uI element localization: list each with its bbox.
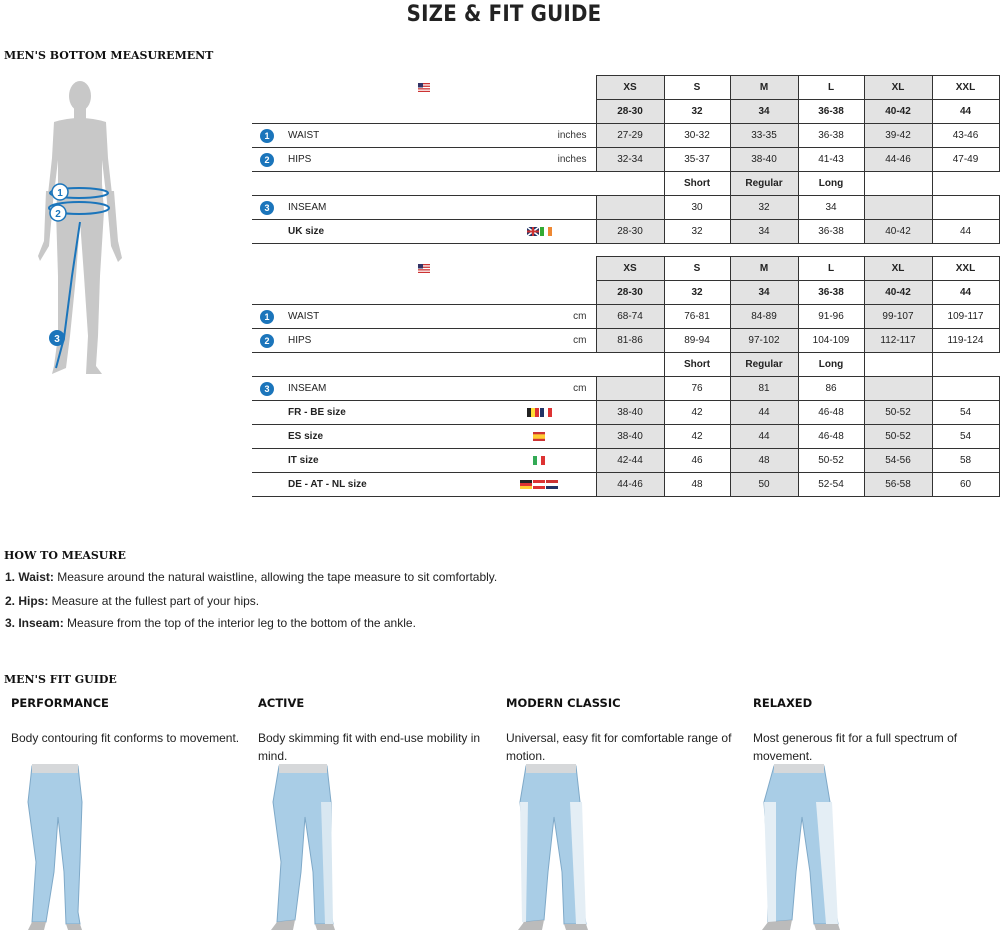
belgium-flag-icon <box>527 408 539 417</box>
measure-text: Measure at the fullest part of your hips. <box>48 594 260 608</box>
value-cell: 36-38 <box>798 124 864 148</box>
value-cell: 38-40 <box>730 148 798 172</box>
us-size-cell: 36-38 <box>798 100 864 124</box>
unit-label: cm <box>482 377 596 401</box>
es-row <box>252 425 999 449</box>
value-cell: 44-46 <box>864 148 932 172</box>
length-label: Long <box>798 353 864 377</box>
size-table-inches <box>252 75 1000 244</box>
ireland-flag-icon <box>540 227 552 236</box>
size-header: S <box>664 76 730 100</box>
value-cell: 46-48 <box>798 425 864 449</box>
fit-name: PERFORMANCE <box>11 696 109 710</box>
fit-active <box>258 696 498 765</box>
value-cell: 33-35 <box>730 124 798 148</box>
measure-text: Measure around the natural waistline, allowing the tape measure to sit comfortably. <box>53 570 498 584</box>
it-row <box>252 449 999 473</box>
value-cell: 56-58 <box>864 473 932 497</box>
measure-item <box>5 616 416 630</box>
value-cell: 30-32 <box>664 124 730 148</box>
value-cell: 34 <box>798 196 864 220</box>
us-size-cell: 34 <box>730 100 798 124</box>
row-label: WAIST <box>282 124 482 148</box>
inseam-row <box>252 196 999 220</box>
value-cell: 32 <box>664 220 730 244</box>
value-cell: 104-109 <box>798 329 864 353</box>
value-cell: 99-107 <box>864 305 932 329</box>
us-flag-icon <box>418 83 430 92</box>
size-header: XXL <box>932 257 999 281</box>
us-size-cell: 40-42 <box>864 281 932 305</box>
row-label: INSEAM <box>282 377 482 401</box>
row-label: DE - AT - NL size <box>282 473 482 497</box>
size-header: L <box>798 257 864 281</box>
unit-label: cm <box>482 329 596 353</box>
value-cell: 30 <box>664 196 730 220</box>
length-label: Short <box>664 353 730 377</box>
svg-text:2: 2 <box>55 209 61 220</box>
value-cell: 89-94 <box>664 329 730 353</box>
measure-term: 3. Inseam: <box>5 616 64 630</box>
value-cell: 68-74 <box>596 305 664 329</box>
uk-row <box>252 220 999 244</box>
spain-flag-icon <box>533 432 545 441</box>
value-cell: 46-48 <box>798 401 864 425</box>
how-to-measure-heading: HOW TO MEASURE <box>4 549 126 562</box>
fit-name: RELAXED <box>753 696 813 710</box>
value-cell: 97-102 <box>730 329 798 353</box>
value-cell: 43-46 <box>932 124 999 148</box>
value-cell: 32-34 <box>596 148 664 172</box>
measure-item <box>5 594 259 608</box>
number-badge: 1 <box>260 310 274 324</box>
number-badge: 3 <box>260 201 274 215</box>
value-cell: 44 <box>730 425 798 449</box>
austria-flag-icon <box>533 480 545 489</box>
fit-description: Body contouring fit conforms to movement. <box>11 731 240 745</box>
value-cell: 47-49 <box>932 148 999 172</box>
size-header: XS <box>596 257 664 281</box>
value-cell: 44 <box>932 220 999 244</box>
row-label: ES size <box>282 425 482 449</box>
fit-description: Most generous fit for a full spectrum of movement. <box>753 731 958 763</box>
row-label: FR - BE size <box>282 401 482 425</box>
row-label: UK size <box>282 220 482 244</box>
number-badge: 2 <box>260 334 274 348</box>
us-flag-icon <box>418 264 430 273</box>
fit-description: Universal, easy fit for comfortable range of motion. <box>506 731 732 763</box>
value-cell: 119-124 <box>932 329 999 353</box>
row-label: HIPS <box>282 329 482 353</box>
unit-label: inches <box>482 124 596 148</box>
value-cell: 44-46 <box>596 473 664 497</box>
us-size-cell: 32 <box>664 281 730 305</box>
value-cell: 39-42 <box>864 124 932 148</box>
value-cell: 54 <box>932 401 999 425</box>
waist-row <box>252 124 999 148</box>
length-label: Long <box>798 172 864 196</box>
row-label: HIPS <box>282 148 482 172</box>
size-header: XL <box>864 257 932 281</box>
measure-text: Measure from the top of the interior leg to the bottom of the ankle. <box>63 616 416 630</box>
value-cell: 41-43 <box>798 148 864 172</box>
inseam-row <box>252 377 999 401</box>
value-cell: 48 <box>730 449 798 473</box>
size-header: XL <box>864 76 932 100</box>
active-pants-image <box>265 762 345 932</box>
value-cell: 32 <box>730 196 798 220</box>
modern-classic-pants-image <box>512 762 597 932</box>
value-cell: 50-52 <box>798 449 864 473</box>
us-size-cell: 44 <box>932 281 999 305</box>
value-cell: 35-37 <box>664 148 730 172</box>
size-header: M <box>730 76 798 100</box>
row-label: INSEAM <box>282 196 482 220</box>
value-cell: 48 <box>664 473 730 497</box>
svg-text:3: 3 <box>54 334 60 345</box>
value-cell: 50-52 <box>864 425 932 449</box>
italy-flag-icon <box>533 456 545 465</box>
measure-term: 2. Hips: <box>5 594 49 608</box>
value-cell: 38-40 <box>596 401 664 425</box>
value-cell: 84-89 <box>730 305 798 329</box>
fit-modern-classic <box>506 696 746 765</box>
relaxed-pants-image <box>758 762 848 932</box>
us-size-cell: 34 <box>730 281 798 305</box>
value-cell: 40-42 <box>864 220 932 244</box>
us-size-cell: 28-30 <box>596 100 664 124</box>
fit-name: MODERN CLASSIC <box>506 696 621 710</box>
fit-guide-heading: MEN'S FIT GUIDE <box>4 673 117 686</box>
performance-pants-image <box>20 762 95 932</box>
fit-relaxed <box>753 696 993 765</box>
number-badge: 3 <box>260 382 274 396</box>
page-title: SIZE & FIT GUIDE <box>406 2 602 27</box>
length-label: Regular <box>730 353 798 377</box>
value-cell: 46 <box>664 449 730 473</box>
value-cell: 28-30 <box>596 220 664 244</box>
value-cell: 50-52 <box>864 401 932 425</box>
fit-description: Body skimming fit with end-use mobility in mind. <box>258 731 481 763</box>
value-cell: 58 <box>932 449 999 473</box>
hips-row <box>252 148 999 172</box>
value-cell: 42-44 <box>596 449 664 473</box>
size-header: XS <box>596 76 664 100</box>
us-size-cell: 32 <box>664 100 730 124</box>
value-cell: 86 <box>798 377 864 401</box>
row-label: IT size <box>282 449 482 473</box>
value-cell: 60 <box>932 473 999 497</box>
length-label: Short <box>664 172 730 196</box>
measure-term: 1. Waist: <box>5 570 54 584</box>
value-cell: 91-96 <box>798 305 864 329</box>
value-cell: 54 <box>932 425 999 449</box>
de-at-nl-row <box>252 473 999 497</box>
us-size-cell: 36-38 <box>798 281 864 305</box>
size-header: XXL <box>932 76 999 100</box>
size-header: L <box>798 76 864 100</box>
netherlands-flag-icon <box>546 480 558 489</box>
value-cell: 81 <box>730 377 798 401</box>
germany-flag-icon <box>520 480 532 489</box>
value-cell: 81-86 <box>596 329 664 353</box>
value-cell: 52-54 <box>798 473 864 497</box>
hips-row <box>252 329 999 353</box>
us-size-cell: 28-30 <box>596 281 664 305</box>
value-cell: 27-29 <box>596 124 664 148</box>
value-cell: 76-81 <box>664 305 730 329</box>
number-badge: 2 <box>260 153 274 167</box>
unit-label: cm <box>482 305 596 329</box>
value-cell: 76 <box>664 377 730 401</box>
value-cell: 109-117 <box>932 305 999 329</box>
value-cell: 44 <box>730 401 798 425</box>
number-badge: 1 <box>260 129 274 143</box>
waist-row <box>252 305 999 329</box>
size-header: S <box>664 257 730 281</box>
value-cell: 42 <box>664 425 730 449</box>
svg-text:1: 1 <box>57 188 63 199</box>
value-cell: 38-40 <box>596 425 664 449</box>
value-cell: 54-56 <box>864 449 932 473</box>
unit-label: inches <box>482 148 596 172</box>
length-label: Regular <box>730 172 798 196</box>
row-label: WAIST <box>282 305 482 329</box>
bottom-measurement-heading: MEN'S BOTTOM MEASUREMENT <box>4 49 214 62</box>
size-header: M <box>730 257 798 281</box>
fit-performance <box>11 696 251 747</box>
value-cell: 42 <box>664 401 730 425</box>
size-table-cm <box>252 256 1000 497</box>
value-cell: 36-38 <box>798 220 864 244</box>
uk-flag-icon <box>527 227 539 236</box>
fr-be-row <box>252 401 999 425</box>
value-cell: 112-117 <box>864 329 932 353</box>
length-header-row <box>252 353 999 377</box>
body-figure <box>22 76 122 381</box>
value-cell: 34 <box>730 220 798 244</box>
length-header-row <box>252 172 999 196</box>
measure-item <box>5 570 497 584</box>
value-cell: 50 <box>730 473 798 497</box>
us-size-cell: 44 <box>932 100 999 124</box>
fit-name: ACTIVE <box>258 696 305 710</box>
us-size-cell: 40-42 <box>864 100 932 124</box>
france-flag-icon <box>540 408 552 417</box>
